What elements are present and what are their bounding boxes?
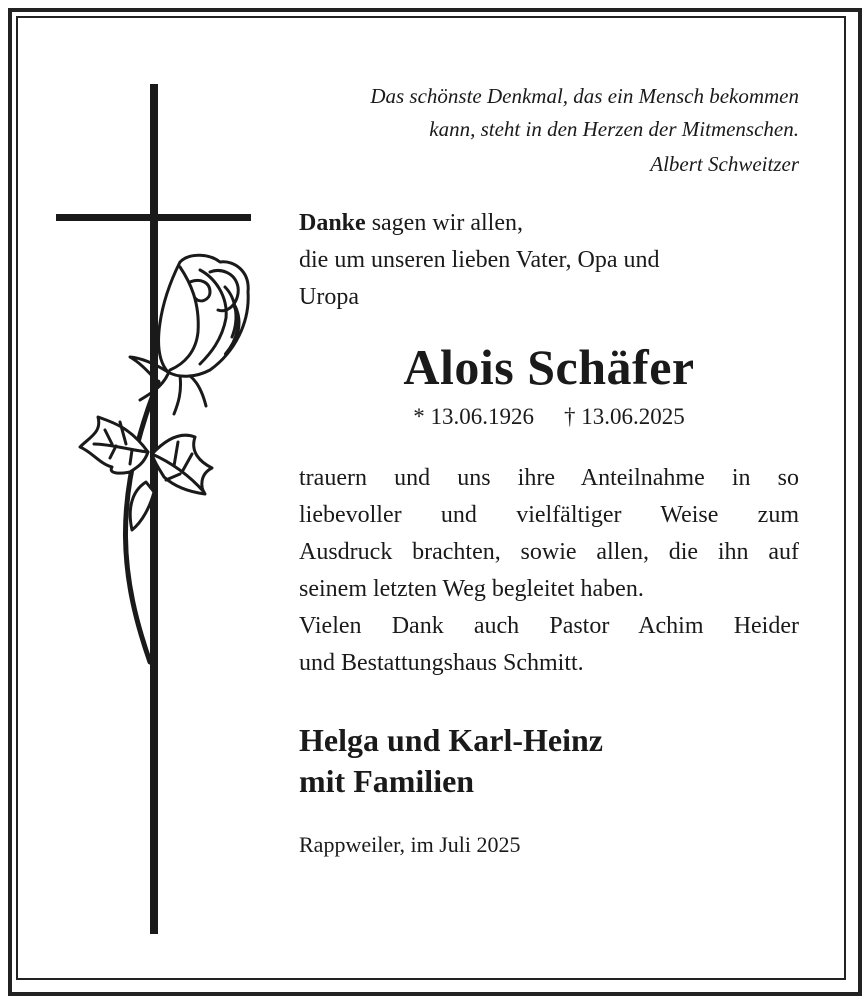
deceased-name: Alois Schäfer bbox=[403, 339, 695, 395]
rose-icon bbox=[80, 255, 248, 662]
thanks-line: und Bestattungshaus Schmitt. bbox=[299, 650, 584, 676]
thanks-line: trauern und uns ihre Anteilnahme in so bbox=[299, 465, 799, 491]
notice-content bbox=[299, 80, 799, 858]
intro-line bbox=[299, 205, 799, 242]
intro-line: Uropa bbox=[299, 284, 359, 310]
place-date: Rappweiler, im Juli 2025 bbox=[299, 832, 521, 857]
intro-line-rest: sagen wir allen, bbox=[365, 210, 523, 236]
cross-icon bbox=[56, 84, 251, 934]
thanks-line: Ausdruck brachten, sowie allen, die ihn auf bbox=[299, 539, 799, 565]
thanks-line: liebevoller und vielfältiger Weise zum bbox=[299, 502, 799, 528]
intro-text bbox=[299, 205, 799, 316]
thanks-line: seinem letzten Weg begleitet haben. bbox=[299, 576, 644, 602]
quote-block bbox=[299, 80, 799, 146]
birth-date: * 13.06.1926 bbox=[413, 404, 534, 429]
signers bbox=[299, 720, 799, 802]
intro-bold-word: Danke bbox=[299, 210, 366, 236]
intro-line: die um unseren lieben Vater, Opa und bbox=[299, 247, 660, 273]
life-dates bbox=[299, 404, 799, 430]
quote-line: kann, steht in den Herzen der Mitmenschen. bbox=[429, 117, 799, 141]
quote-line: Das schönste Denkmal, das ein Mensch bekommen bbox=[370, 84, 799, 108]
signers-line: Helga und Karl-Heinz bbox=[299, 722, 603, 758]
death-date: † 13.06.2025 bbox=[564, 404, 685, 429]
thanks-text bbox=[299, 460, 799, 682]
thanks-line: Vielen Dank auch Pastor Achim Heider bbox=[299, 613, 799, 639]
cross-with-rose-graphic bbox=[50, 82, 260, 938]
quote-author: Albert Schweitzer bbox=[650, 152, 799, 176]
signers-line: mit Familien bbox=[299, 763, 475, 799]
